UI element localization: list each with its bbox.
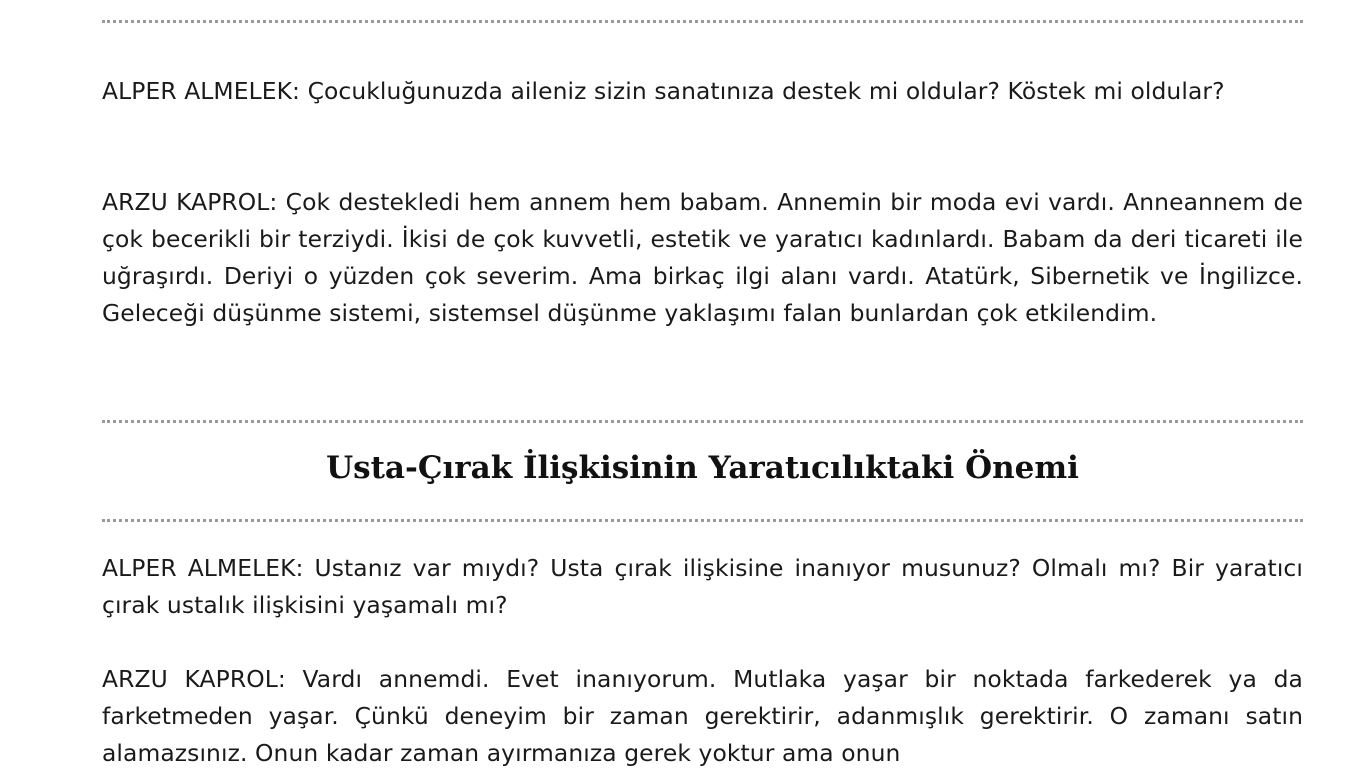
interview-question-family: ALPER ALMELEK: Çocukluğunuzda aileniz sizin sanatınıza destek mi oldular? Köstek mi oldular? — [102, 77, 1225, 105]
section-heading: Usta-Çırak İlişkisinin Yaratıcılıktaki Önemi — [326, 450, 1079, 486]
dotted-divider-top — [102, 20, 1303, 23]
interview-answer-mentor: ARZU KAPROL: Vardı annemdi. Evet inanıyorum. Mutlaka yaşar bir noktada farkederek ya da farketmeden yaşar. Çünkü deneyim bir zaman gerektirir, adanmışlık gerektirir. O zamanı satın alamazsınız. Onun kadar zaman ayırmanıza gerek yoktur ama onun — [102, 665, 1303, 767]
article-page — [102, 0, 1303, 768]
dotted-divider-heading-top — [102, 420, 1303, 423]
interview-question-mentor: ALPER ALMELEK: Ustanız var mıydı? Usta çırak ilişkisine inanıyor musunuz? Olmalı mı? Bir yaratıcı çırak ustalık ilişkisini yaşamalı mı? — [102, 554, 1303, 619]
interview-answer-family: ARZU KAPROL: Çok destekledi hem annem hem babam. Annemin bir moda evi vardı. Anneannem de çok becerikli bir terziydi. İkisi de çok kuvvetli, estetik ve yaratıcı kadınlardı. Babam da deri ticareti ile uğraşırdı. Deriyi o yüzden çok severim. Ama birkaç ilgi alanı vardı. Atatürk, Sibernetik ve İngilizce. Geleceği düşünme sistemi, sistemsel düşünme yaklaşımı falan bunlardan çok etkilendim. — [102, 188, 1303, 327]
dotted-divider-heading-bottom — [102, 519, 1303, 522]
